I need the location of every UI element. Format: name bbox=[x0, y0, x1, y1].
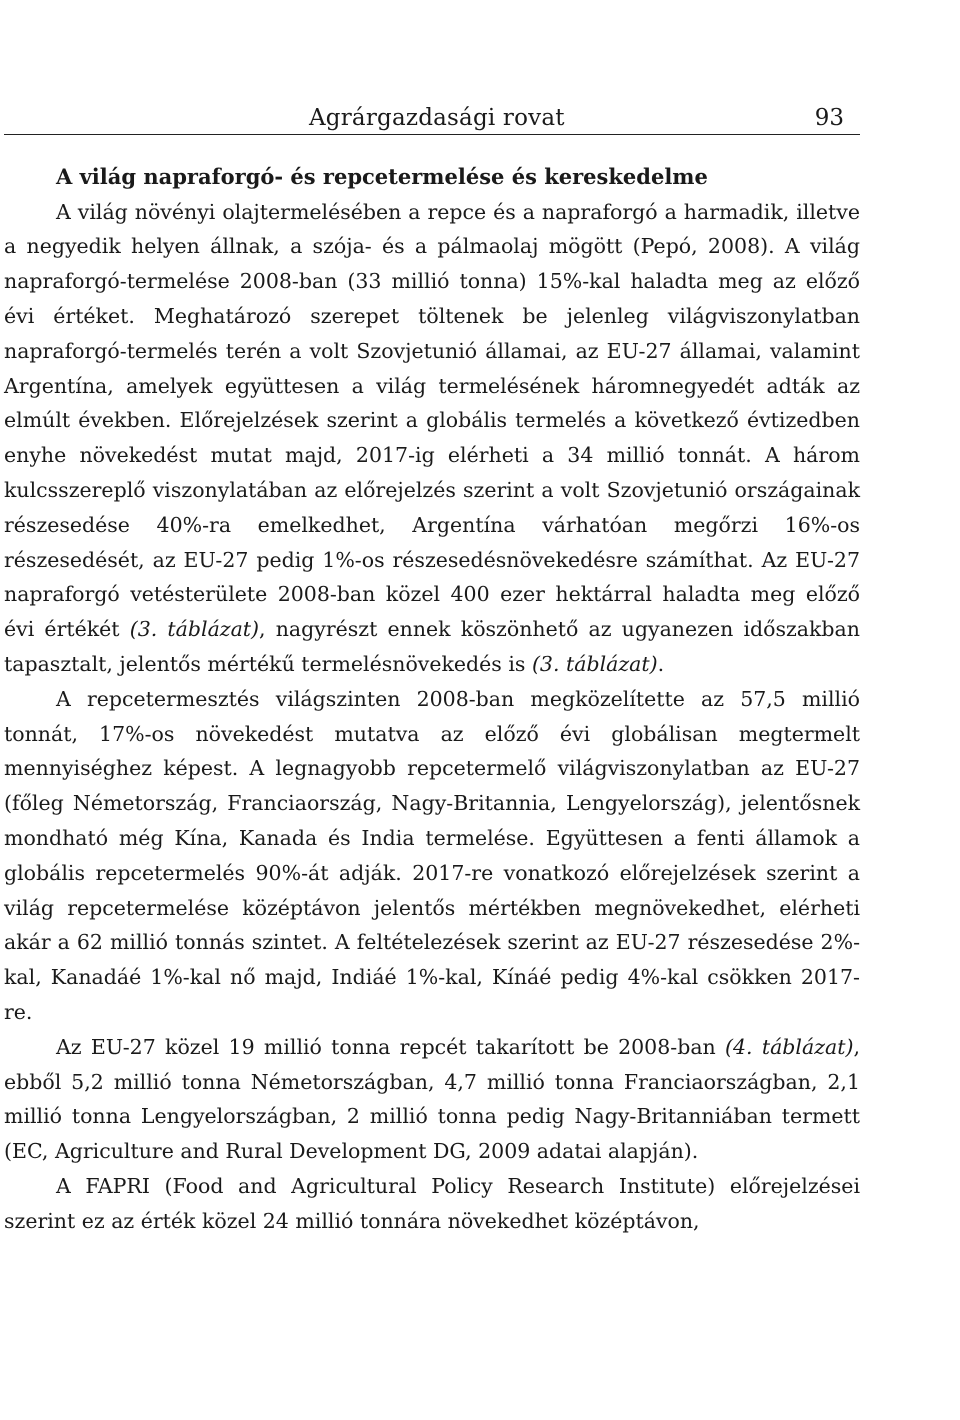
paragraph-text: , ebből 5,2 millió tonna Németországban, 4,7 millió tonna Franciaországban, 2,1 millió tonna Lengyelországban, 2 millió tonna pedig Nagy-Britanniában termett (EC, Agriculture and Rural Development DG, 2009 adatai alapján). bbox=[4, 1034, 860, 1164]
article-body bbox=[4, 160, 860, 1239]
paragraph-text: A világ növényi olajtermelésében a repce és a napraforgó a harmadik, illetve a negyedik helyen állnak, a szója- és a pálmaolaj mögött (Pepó, 2008). A világ napraforgó-termelése 2008-ban (33 millió tonna) 15%-kal haladta meg az előző évi értéket. Meghatározó szerepet töltenek be jelenleg világviszonylatban napraforgó-termelés terén a volt Szovjetunió államai, az EU-27 államai, valamint Argentína, amelyek együttesen a világ termelésének háromnegyedét adták az elmúlt években. Előrejelzések szerint a globális termelés a következő évtizedben enyhe növekedést mutat majd, 2017-ig elérheti a 34 millió tonnát. A három kulcsszereplő viszonylatában az előrejelzés szerint a volt Szovjetunió országainak részesedése 40%-ra emelkedhet, Argentína várhatóan megőrzi 16%-os részesedését, az EU-27 pedig 1%-os részesedésnövekedésre számíthat. Az EU-27 napraforgó vetésterülete 2008-ban közel 400 ezer hektárral haladta meg előző évi értékét bbox=[4, 199, 860, 642]
table-reference: (3. táblázat) bbox=[531, 651, 658, 676]
paragraph-eu-rapeseed bbox=[4, 1030, 860, 1169]
paragraph-text: , nagyrészt ennek köszönhető az ugyanezen időszakban tapasztalt, jelentős mértékű termelésnövekedés is bbox=[4, 617, 860, 676]
paragraph-fapri: A FAPRI (Food and Agricultural Policy Research Institute) előrejelzései szerint ez az érték közel 24 millió tonnára növekedhet középtávon, bbox=[4, 1173, 860, 1233]
paragraph-text: Az EU-27 közel 19 millió tonna repcét takarított be 2008-ban bbox=[56, 1034, 726, 1059]
paragraph-sunflower bbox=[4, 195, 860, 682]
paragraph-text: . bbox=[657, 651, 665, 676]
section-heading: A világ napraforgó- és repcetermelése és kereskedelme bbox=[56, 164, 708, 189]
page-number: 93 bbox=[814, 105, 844, 131]
table-reference: (3. táblázat) bbox=[129, 617, 260, 642]
running-title: Agrárgazdasági rovat bbox=[309, 105, 565, 131]
running-header bbox=[4, 104, 860, 135]
table-reference: (4. táblázat) bbox=[725, 1034, 854, 1059]
paragraph-rapeseed: A repcetermesztés világszinten 2008-ban megközelítette az 57,5 millió tonnát, 17%-os növekedést mutatva az előző évi globálisan megtermelt mennyiséghez képest. A legnagyobb repcetermelő világviszonylatban az EU-27 (főleg Németország, Franciaország, Nagy-Britannia, Lengyelország), jelentősnek mondható még Kína, Kanada és India termelése. Együttesen a fenti államok a globális repcetermelés 90%-át adják. 2017-re vonatkozó előrejelzések szerint a világ repcetermelése középtávon jelentős mértékben megnövekedhet, elérheti akár a 62 millió tonnás szintet. A feltételezések szerint az EU-27 részesedése 2%-kal, Kanadáé 1%-kal nő majd, Indiáé 1%-kal, Kínáé pedig 4%-kal csökken 2017-re. bbox=[4, 686, 860, 1024]
